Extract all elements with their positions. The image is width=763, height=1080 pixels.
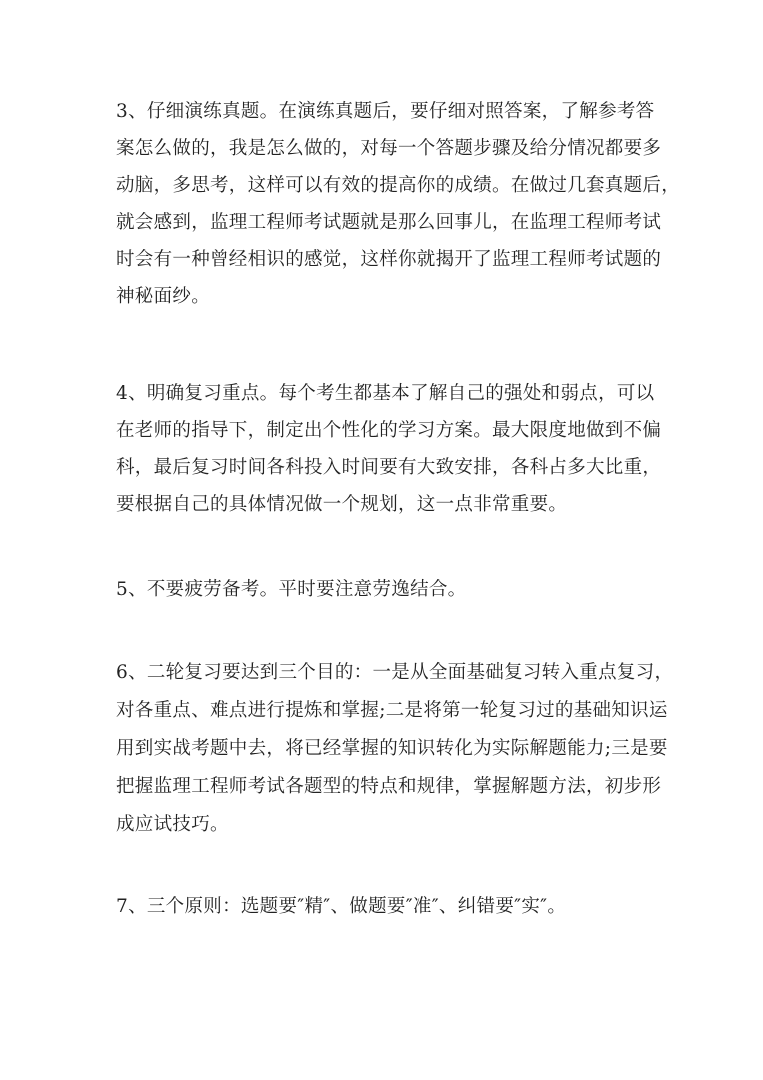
text-line: 对各重点、难点进行提炼和掌握;二是将第一轮复习过的基础知识运	[116, 700, 668, 721]
text-line: 5、不要疲劳备考。平时要注意劳逸结合。	[116, 579, 467, 600]
text-line: 6、二轮复习要达到三个目的：一是从全面基础复习转入重点复习，	[116, 662, 674, 683]
text-line: 神秘面纱。	[116, 286, 211, 307]
text-line: 动脑，多思考，这样可以有效的提高你的成绩。在做过几套真题后，	[116, 175, 681, 196]
text-line: 案怎么做的，我是怎么做的，对每一个答题步骤及给分情况都要多	[116, 138, 662, 159]
text-line: 科，最后复习时间各科投入时间要有大致安排，各科占多大比重，	[116, 457, 662, 478]
text-line: 时会有一种曾经相识的感觉，这样你就揭开了监理工程师考试题的	[116, 249, 662, 270]
text-line: 要根据自己的具体情况做一个规划，这一点非常重要。	[116, 494, 568, 515]
text-line: 4、明确复习重点。每个考生都基本了解自己的强处和弱点，可以	[116, 383, 655, 404]
text-line: 7、三个原则：选题要″精″、做题要″准″、纠错要″实″。	[116, 896, 567, 917]
text-line: 用到实战考题中去，将已经掌握的知识转化为实际解题能力;三是要	[116, 738, 668, 759]
text-line: 在老师的指导下，制定出个性化的学习方案。最大限度地做到不偏	[116, 420, 662, 441]
text-line: 3、仔细演练真题。在演练真题后，要仔细对照答案，了解参考答	[116, 101, 655, 122]
text-line: 把握监理工程师考试各题型的特点和规律，掌握解题方法，初步形	[116, 776, 662, 797]
text-line: 成应试技巧。	[116, 814, 229, 835]
text-line: 就会感到，监理工程师考试题就是那么回事儿，在监理工程师考试	[116, 212, 662, 233]
